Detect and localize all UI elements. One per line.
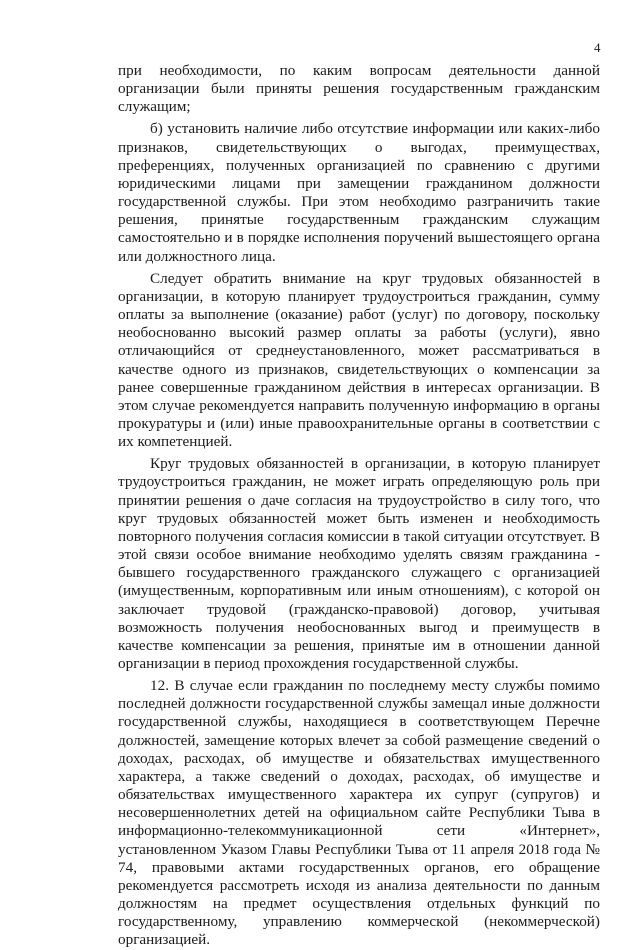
paragraph-item-12: 12. В случае если гражданин по последнему месту службы помимо последней должности государственной службы замещал иные должности государственной службы, находящиеся в соответствующем Перечне должностей, замещение которых влечет за собой размещение сведений о доходах, расходах, об имуществе и обязательствах имущественного характера, а также сведений о доходах, расходах, об имуществе и обязательствах имущественного характера их супруг (супругов) и несовершеннолетних детей на официальном сайте Республики Тыва в информационно-телекоммуникационной сети «Интернет», установленном Указом Главы Республики Тыва от 11 апреля 2018 года № 74, правовыми актами государственных органов, его обращение рекомендуется рассмотреть исходя из анализа деятельности по данным должностям на предмет осуществления отдельных функций по государственному, управлению коммерческой (некоммерческой) организацией. <box>118 677 600 949</box>
paragraph-duties-role: Круг трудовых обязанностей в организации, в которую планирует трудоустроиться гражданин, не может играть определяющую роль при принятии решения о даче согласия на трудоустройство в силу того, что круг трудовых обязанностей может быть изменен и необходимость повторного получения согласия комиссии в такой ситуации отсутствует. В этой связи особое внимание необходимо уделять связям гражданина - бывшего государственного гражданского служащего с организацией (имущественным, корпоративным или иным отношениям), с которой он заключает трудовой (гражданско-правовой) договор, учитывая возможность получения необоснованных выгод и преимуществ в качестве компенсации за решения, принятые им в отношении данной организации в период прохождения государственной службы. <box>118 455 600 672</box>
paragraph-continuation: при необходимости, по каким вопросам деятельности данной организации были приняты решения государственным гражданским служащим; <box>118 62 600 116</box>
document-body <box>118 62 600 950</box>
page-number: 4 <box>594 40 601 55</box>
paragraph-item-b: б) установить наличие либо отсутствие информации или каких-либо признаков, свидетельствующих о выгодах, преимуществах, преференциях, полученных организацией по сравнению с другими юридическими лицами при замещении гражданином должности государственной службы. При этом необходимо разграничить такие решения, принятые государственным гражданским служащим самостоятельно и в порядке исполнения поручений вышестоящего органа или должностного лица. <box>118 120 600 265</box>
paragraph-duties-payment: Следует обратить внимание на круг трудовых обязанностей в организации, в которую планирует трудоустроиться гражданин, сумму оплаты за выполнение (оказание) работ (услуг) по договору, поскольку необоснованно высокий размер оплаты за работы (услуги), явно отличающийся от среднеустановленного, может рассматриваться в качестве одного из признаков, свидетельствующих о компенсации за ранее совершенные гражданином действия в интересах организации. В этом случае рекомендуется направить полученную информацию в органы прокуратуры и (или) иные правоохранительные органы в соответствии с их компетенцией. <box>118 269 600 451</box>
